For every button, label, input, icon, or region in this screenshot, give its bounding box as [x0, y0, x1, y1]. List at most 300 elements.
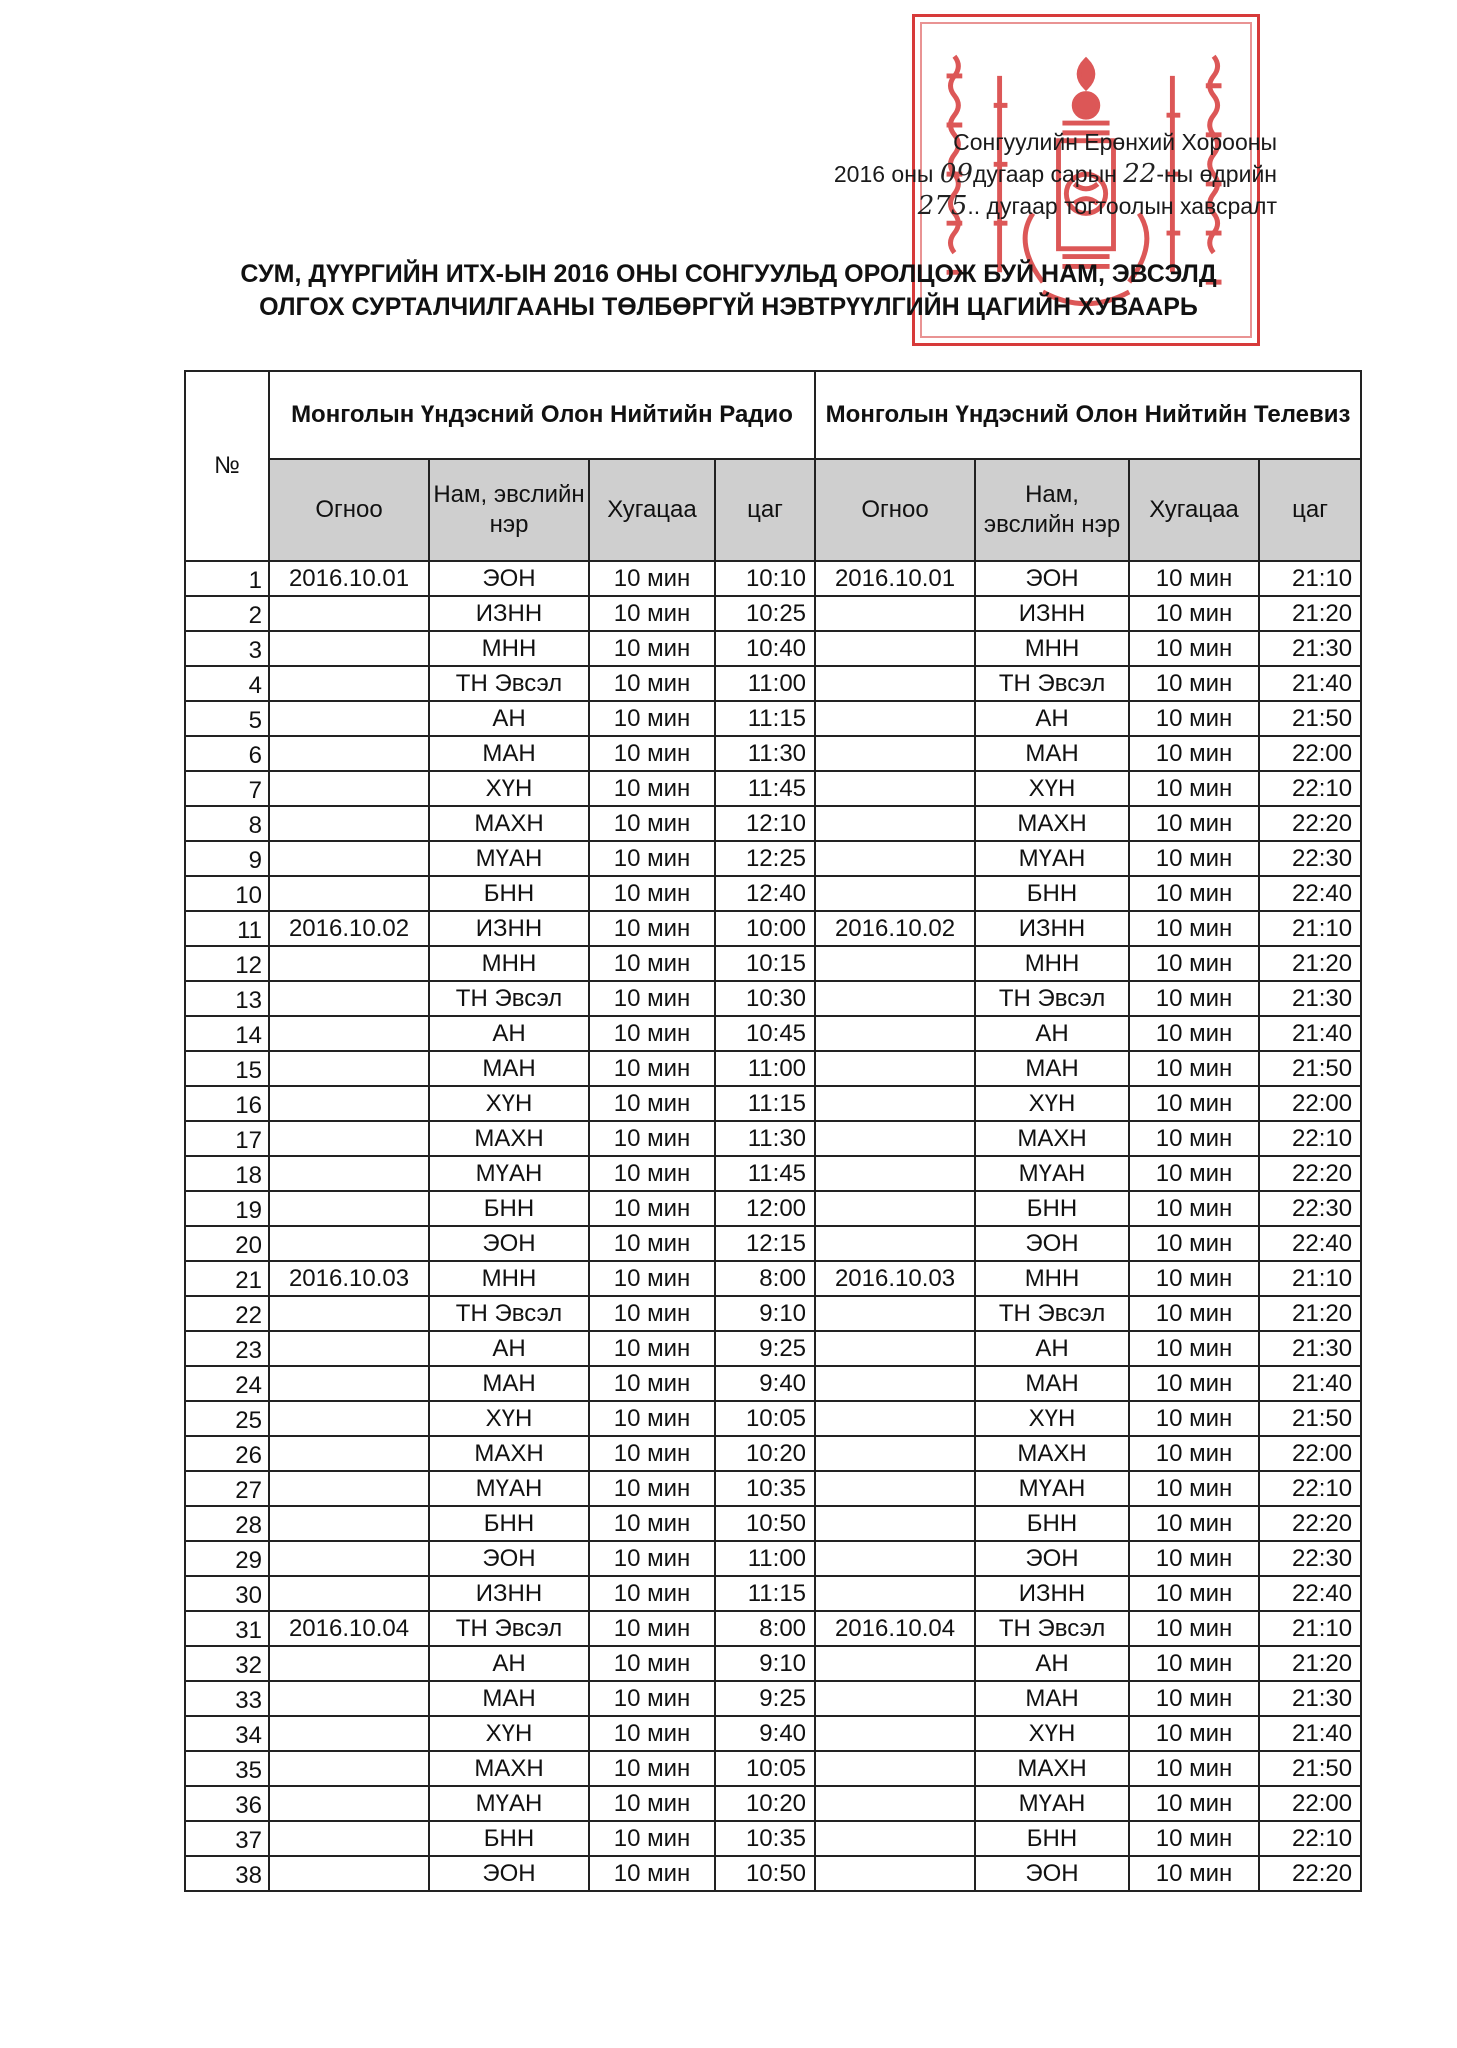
table-row [185, 1856, 1361, 1891]
radio-party-cell: ИЗНН [429, 1576, 589, 1611]
radio-time-cell: 9:25 [715, 1681, 815, 1716]
radio-time-cell: 10:40 [715, 631, 815, 666]
tv-date-cell [815, 1646, 975, 1681]
radio-date-cell [269, 1751, 429, 1786]
radio-duration-cell: 10 мин [589, 701, 715, 736]
tv-duration-cell: 10 мин [1129, 1471, 1259, 1506]
tv-duration-cell: 10 мин [1129, 1681, 1259, 1716]
tv-time-cell: 21:40 [1259, 1366, 1361, 1401]
tv-duration-cell: 10 мин [1129, 1226, 1259, 1261]
tv-date-cell [815, 806, 975, 841]
radio-time-cell: 12:40 [715, 876, 815, 911]
row-number-cell: 10 [185, 876, 269, 911]
tv-party-cell: ХҮН [975, 1086, 1129, 1121]
tv-duration-cell: 10 мин [1129, 806, 1259, 841]
tv-duration-cell: 10 мин [1129, 1401, 1259, 1436]
radio-party-cell: ХҮН [429, 1401, 589, 1436]
tv-time-cell: 21:50 [1259, 1751, 1361, 1786]
tv-time-cell: 21:50 [1259, 1401, 1361, 1436]
tv-party-cell: ХҮН [975, 771, 1129, 806]
radio-date-cell: 2016.10.04 [269, 1611, 429, 1646]
radio-duration-cell: 10 мин [589, 1121, 715, 1156]
tv-duration-cell: 10 мин [1129, 1086, 1259, 1121]
tv-party-cell: ХҮН [975, 1401, 1129, 1436]
tv-time-cell: 22:30 [1259, 841, 1361, 876]
row-number-cell: 11 [185, 911, 269, 946]
tv-duration-cell: 10 мин [1129, 666, 1259, 701]
row-number-cell: 31 [185, 1611, 269, 1646]
row-number-cell: 4 [185, 666, 269, 701]
radio-party-cell: МАХН [429, 806, 589, 841]
radio-date-cell [269, 1401, 429, 1436]
radio-duration-cell: 10 мин [589, 1156, 715, 1191]
radio-date-cell [269, 946, 429, 981]
radio-party-cell: ЭОН [429, 561, 589, 596]
tv-duration-cell: 10 мин [1129, 1016, 1259, 1051]
tv-date-cell [815, 1681, 975, 1716]
row-number-cell: 21 [185, 1261, 269, 1296]
table-row [185, 631, 1361, 666]
row-number-cell: 9 [185, 841, 269, 876]
tv-date-cell [815, 1121, 975, 1156]
radio-party-cell: МНН [429, 1261, 589, 1296]
radio-party-cell: АН [429, 701, 589, 736]
tv-party-cell: ХҮН [975, 1716, 1129, 1751]
radio-date-cell [269, 1086, 429, 1121]
tv-date-cell [815, 1471, 975, 1506]
tv-date-cell [815, 701, 975, 736]
tv-party-cell: МҮАН [975, 1156, 1129, 1191]
document-title [0, 258, 1457, 324]
tv-party-cell: МНН [975, 631, 1129, 666]
radio-time-cell: 9:25 [715, 1331, 815, 1366]
radio-date-cell [269, 1471, 429, 1506]
radio-date-cell [269, 1856, 429, 1891]
radio-date-cell [269, 1646, 429, 1681]
tv-date-cell [815, 1191, 975, 1226]
tv-party-cell: МАН [975, 736, 1129, 771]
radio-date-cell [269, 1681, 429, 1716]
radio-time-cell: 8:00 [715, 1611, 815, 1646]
radio-time-cell: 12:25 [715, 841, 815, 876]
radio-time-cell: 10:25 [715, 596, 815, 631]
radio-time-cell: 12:15 [715, 1226, 815, 1261]
radio-time-cell: 10:35 [715, 1471, 815, 1506]
radio-party-cell: МНН [429, 946, 589, 981]
tv-date-cell [815, 1716, 975, 1751]
row-number-cell: 12 [185, 946, 269, 981]
tv-duration-cell: 10 мин [1129, 596, 1259, 631]
radio-time-cell: 9:10 [715, 1646, 815, 1681]
tv-date-cell [815, 1821, 975, 1856]
radio-date-cell: 2016.10.01 [269, 561, 429, 596]
radio-party-cell: ХҮН [429, 771, 589, 806]
radio-date-cell [269, 1051, 429, 1086]
tv-time-cell: 22:30 [1259, 1541, 1361, 1576]
radio-date-cell [269, 1576, 429, 1611]
radio-date-cell [269, 1506, 429, 1541]
radio-party-cell: ЭОН [429, 1541, 589, 1576]
tv-time-cell: 22:00 [1259, 1786, 1361, 1821]
header-row-groups [185, 371, 1361, 459]
radio-time-cell: 11:15 [715, 701, 815, 736]
row-number-cell: 20 [185, 1226, 269, 1261]
approval-line-2 [834, 158, 1277, 190]
tv-date-cell [815, 841, 975, 876]
tv-party-cell: ТН Эвсэл [975, 1296, 1129, 1331]
tv-date-cell [815, 1296, 975, 1331]
radio-duration-cell: 10 мин [589, 981, 715, 1016]
table-row [185, 946, 1361, 981]
radio-duration-cell: 10 мин [589, 841, 715, 876]
tv-duration-cell: 10 мин [1129, 561, 1259, 596]
header-row-columns [185, 459, 1361, 561]
row-number-cell: 35 [185, 1751, 269, 1786]
title-line-2: ОЛГОХ СУРТАЛЧИЛГААНЫ ТӨЛБӨРГҮЙ НЭВТРҮҮЛГИЙН ЦАГИЙН ХУВААРЬ [259, 293, 1198, 321]
tv-party-cell: МҮАН [975, 1786, 1129, 1821]
radio-party-cell: ИЗНН [429, 596, 589, 631]
radio-date-cell [269, 1191, 429, 1226]
tv-party-cell: ИЗНН [975, 911, 1129, 946]
radio-date-cell [269, 666, 429, 701]
row-number-cell: 23 [185, 1331, 269, 1366]
radio-date-cell [269, 631, 429, 666]
tv-party-cell: МҮАН [975, 1471, 1129, 1506]
table-row [185, 841, 1361, 876]
radio-date-cell [269, 1331, 429, 1366]
radio-party-cell: МАХН [429, 1751, 589, 1786]
tv-date-cell: 2016.10.04 [815, 1611, 975, 1646]
tv-date-cell [815, 876, 975, 911]
tv-time-cell: 21:20 [1259, 596, 1361, 631]
tv-time-cell: 22:00 [1259, 1086, 1361, 1121]
tv-party-cell: ЭОН [975, 1226, 1129, 1261]
tv-party-cell: МНН [975, 1261, 1129, 1296]
radio-time-cell: 10:20 [715, 1436, 815, 1471]
tv-party-cell: МАН [975, 1051, 1129, 1086]
tv-date-cell [815, 1366, 975, 1401]
radio-date-cell: 2016.10.02 [269, 911, 429, 946]
table-row [185, 1436, 1361, 1471]
table-row [185, 1471, 1361, 1506]
radio-duration-cell: 10 мин [589, 1751, 715, 1786]
radio-duration-cell: 10 мин [589, 1821, 715, 1856]
table-row [185, 1541, 1361, 1576]
radio-date-cell [269, 1156, 429, 1191]
header-no: № [185, 371, 269, 561]
radio-date-cell [269, 1821, 429, 1856]
radio-party-cell: МҮАН [429, 1156, 589, 1191]
tv-party-cell: МАХН [975, 1121, 1129, 1156]
tv-party-cell: АН [975, 1016, 1129, 1051]
radio-time-cell: 11:00 [715, 1051, 815, 1086]
radio-duration-cell: 10 мин [589, 1296, 715, 1331]
tv-time-cell: 21:40 [1259, 1716, 1361, 1751]
radio-duration-cell: 10 мин [589, 911, 715, 946]
tv-time-cell: 21:40 [1259, 666, 1361, 701]
tv-duration-cell: 10 мин [1129, 946, 1259, 981]
row-number-cell: 29 [185, 1541, 269, 1576]
table-row [185, 876, 1361, 911]
tv-date-cell [815, 666, 975, 701]
tv-duration-cell: 10 мин [1129, 1611, 1259, 1646]
radio-duration-cell: 10 мин [589, 806, 715, 841]
table-row [185, 1646, 1361, 1681]
tv-duration-cell: 10 мин [1129, 771, 1259, 806]
radio-party-cell: МАН [429, 1051, 589, 1086]
radio-party-cell: БНН [429, 1506, 589, 1541]
tv-duration-cell: 10 мин [1129, 1191, 1259, 1226]
radio-date-cell [269, 1541, 429, 1576]
radio-time-cell: 9:10 [715, 1296, 815, 1331]
header-tv-date: Огноо [815, 459, 975, 561]
tv-party-cell: МАН [975, 1681, 1129, 1716]
row-number-cell: 38 [185, 1856, 269, 1891]
radio-time-cell: 10:50 [715, 1856, 815, 1891]
table-row [185, 1191, 1361, 1226]
tv-time-cell: 21:10 [1259, 1261, 1361, 1296]
row-number-cell: 3 [185, 631, 269, 666]
header-tv-party: Нам, эвслийн нэр [975, 459, 1129, 561]
tv-date-cell [815, 1331, 975, 1366]
radio-time-cell: 10:15 [715, 946, 815, 981]
radio-time-cell: 10:20 [715, 1786, 815, 1821]
header-tv-duration: Хугацаа [1129, 459, 1259, 561]
row-number-cell: 6 [185, 736, 269, 771]
tv-duration-cell: 10 мин [1129, 876, 1259, 911]
tv-duration-cell: 10 мин [1129, 1506, 1259, 1541]
tv-date-cell: 2016.10.02 [815, 911, 975, 946]
tv-duration-cell: 10 мин [1129, 1856, 1259, 1891]
radio-party-cell: МАХН [429, 1436, 589, 1471]
radio-date-cell [269, 771, 429, 806]
radio-date-cell [269, 736, 429, 771]
header-radio-date: Огноо [269, 459, 429, 561]
tv-party-cell: МАХН [975, 1751, 1129, 1786]
radio-party-cell: БНН [429, 1191, 589, 1226]
radio-duration-cell: 10 мин [589, 596, 715, 631]
radio-date-cell [269, 1016, 429, 1051]
radio-duration-cell: 10 мин [589, 1226, 715, 1261]
radio-duration-cell: 10 мин [589, 1401, 715, 1436]
radio-date-cell [269, 876, 429, 911]
table-row [185, 596, 1361, 631]
table-row [185, 1506, 1361, 1541]
table-row [185, 736, 1361, 771]
tv-time-cell: 22:20 [1259, 806, 1361, 841]
row-number-cell: 19 [185, 1191, 269, 1226]
tv-time-cell: 21:20 [1259, 1646, 1361, 1681]
tv-duration-cell: 10 мин [1129, 736, 1259, 771]
row-number-cell: 2 [185, 596, 269, 631]
tv-time-cell: 21:30 [1259, 1331, 1361, 1366]
radio-duration-cell: 10 мин [589, 1471, 715, 1506]
tv-time-cell: 22:20 [1259, 1506, 1361, 1541]
radio-date-cell [269, 981, 429, 1016]
tv-party-cell: АН [975, 1646, 1129, 1681]
table-row [185, 561, 1361, 596]
radio-duration-cell: 10 мин [589, 1576, 715, 1611]
radio-duration-cell: 10 мин [589, 1611, 715, 1646]
tv-date-cell [815, 1786, 975, 1821]
approval-year-text: 2016 оны [833, 161, 934, 187]
tv-duration-cell: 10 мин [1129, 1156, 1259, 1191]
handwritten-resolution-number: 275 [917, 191, 968, 221]
header-radio-duration: Хугацаа [589, 459, 715, 561]
radio-duration-cell: 10 мин [589, 666, 715, 701]
table-row [185, 1611, 1361, 1646]
radio-time-cell: 10:35 [715, 1821, 815, 1856]
tv-party-cell: ИЗНН [975, 596, 1129, 631]
tv-date-cell [815, 1506, 975, 1541]
tv-time-cell: 22:10 [1259, 1471, 1361, 1506]
table-row [185, 666, 1361, 701]
tv-party-cell: ЭОН [975, 1541, 1129, 1576]
tv-date-cell [815, 1576, 975, 1611]
radio-date-cell [269, 1436, 429, 1471]
table-row [185, 1401, 1361, 1436]
radio-time-cell: 11:30 [715, 736, 815, 771]
tv-party-cell: БНН [975, 876, 1129, 911]
tv-duration-cell: 10 мин [1129, 1716, 1259, 1751]
radio-duration-cell: 10 мин [589, 561, 715, 596]
header-radio-party: Нам, эвслийн нэр [429, 459, 589, 561]
row-number-cell: 8 [185, 806, 269, 841]
tv-time-cell: 21:50 [1259, 1051, 1361, 1086]
tv-duration-cell: 10 мин [1129, 1331, 1259, 1366]
table-row [185, 1786, 1361, 1821]
schedule-table [184, 370, 1362, 1892]
radio-time-cell: 10:30 [715, 981, 815, 1016]
tv-time-cell: 21:30 [1259, 981, 1361, 1016]
radio-party-cell: ХҮН [429, 1716, 589, 1751]
radio-party-cell: МАН [429, 1681, 589, 1716]
tv-duration-cell: 10 мин [1129, 911, 1259, 946]
table-row [185, 1226, 1361, 1261]
tv-duration-cell: 10 мин [1129, 1786, 1259, 1821]
row-number-cell: 16 [185, 1086, 269, 1121]
radio-date-cell [269, 1226, 429, 1261]
radio-duration-cell: 10 мин [589, 1436, 715, 1471]
radio-date-cell [269, 1296, 429, 1331]
radio-time-cell: 9:40 [715, 1366, 815, 1401]
tv-duration-cell: 10 мин [1129, 1541, 1259, 1576]
approval-month-text: дугаар сарын [972, 161, 1117, 187]
tv-date-cell [815, 631, 975, 666]
row-number-cell: 32 [185, 1646, 269, 1681]
radio-duration-cell: 10 мин [589, 1856, 715, 1891]
radio-time-cell: 12:10 [715, 806, 815, 841]
radio-party-cell: МАН [429, 1366, 589, 1401]
row-number-cell: 24 [185, 1366, 269, 1401]
radio-time-cell: 10:10 [715, 561, 815, 596]
radio-date-cell [269, 701, 429, 736]
radio-date-cell [269, 1121, 429, 1156]
radio-party-cell: ХҮН [429, 1086, 589, 1121]
approval-line-1: Сонгуулийн Ерөнхий Хорооны [953, 129, 1277, 155]
radio-party-cell: ТН Эвсэл [429, 1611, 589, 1646]
radio-duration-cell: 10 мин [589, 1541, 715, 1576]
tv-time-cell: 22:40 [1259, 1576, 1361, 1611]
radio-party-cell: МНН [429, 631, 589, 666]
tv-party-cell: БНН [975, 1821, 1129, 1856]
tv-party-cell: МАХН [975, 806, 1129, 841]
row-number-cell: 26 [185, 1436, 269, 1471]
tv-date-cell [815, 1401, 975, 1436]
radio-duration-cell: 10 мин [589, 1716, 715, 1751]
row-number-cell: 17 [185, 1121, 269, 1156]
radio-party-cell: МАХН [429, 1121, 589, 1156]
table-row [185, 1331, 1361, 1366]
table-row [185, 1121, 1361, 1156]
table-row [185, 701, 1361, 736]
radio-party-cell: ТН Эвсэл [429, 981, 589, 1016]
radio-duration-cell: 10 мин [589, 1366, 715, 1401]
table-row [185, 1086, 1361, 1121]
table-row [185, 1716, 1361, 1751]
radio-date-cell: 2016.10.03 [269, 1261, 429, 1296]
table-row [185, 1576, 1361, 1611]
tv-time-cell: 22:10 [1259, 1121, 1361, 1156]
tv-time-cell: 22:00 [1259, 736, 1361, 771]
radio-time-cell: 11:00 [715, 666, 815, 701]
tv-date-cell [815, 736, 975, 771]
tv-time-cell: 21:40 [1259, 1016, 1361, 1051]
tv-party-cell: БНН [975, 1506, 1129, 1541]
tv-date-cell [815, 1226, 975, 1261]
radio-duration-cell: 10 мин [589, 1786, 715, 1821]
tv-date-cell [815, 771, 975, 806]
radio-party-cell: БНН [429, 876, 589, 911]
radio-party-cell: ТН Эвсэл [429, 666, 589, 701]
tv-time-cell: 22:10 [1259, 1821, 1361, 1856]
radio-party-cell: МҮАН [429, 841, 589, 876]
tv-duration-cell: 10 мин [1129, 1436, 1259, 1471]
radio-duration-cell: 10 мин [589, 1506, 715, 1541]
tv-time-cell: 22:10 [1259, 771, 1361, 806]
radio-party-cell: АН [429, 1331, 589, 1366]
tv-time-cell: 21:30 [1259, 1681, 1361, 1716]
tv-duration-cell: 10 мин [1129, 1646, 1259, 1681]
tv-duration-cell: 10 мин [1129, 841, 1259, 876]
table-row [185, 1016, 1361, 1051]
tv-time-cell: 21:30 [1259, 631, 1361, 666]
row-number-cell: 28 [185, 1506, 269, 1541]
tv-date-cell [815, 1086, 975, 1121]
tv-duration-cell: 10 мин [1129, 1576, 1259, 1611]
header-radio: Монголын Үндэсний Олон Нийтийн Радио [269, 371, 815, 459]
row-number-cell: 13 [185, 981, 269, 1016]
tv-party-cell: МҮАН [975, 841, 1129, 876]
radio-time-cell: 11:00 [715, 1541, 815, 1576]
tv-duration-cell: 10 мин [1129, 1821, 1259, 1856]
table-row [185, 1821, 1361, 1856]
radio-time-cell: 10:45 [715, 1016, 815, 1051]
tv-date-cell [815, 1051, 975, 1086]
radio-party-cell: ЭОН [429, 1226, 589, 1261]
tv-date-cell [815, 981, 975, 1016]
radio-date-cell [269, 1716, 429, 1751]
radio-time-cell: 10:05 [715, 1401, 815, 1436]
radio-date-cell [269, 1786, 429, 1821]
tv-party-cell: ИЗНН [975, 1576, 1129, 1611]
row-number-cell: 7 [185, 771, 269, 806]
table-row [185, 981, 1361, 1016]
radio-party-cell: МҮАН [429, 1471, 589, 1506]
tv-time-cell: 22:20 [1259, 1156, 1361, 1191]
approval-line-3 [834, 190, 1277, 222]
row-number-cell: 27 [185, 1471, 269, 1506]
